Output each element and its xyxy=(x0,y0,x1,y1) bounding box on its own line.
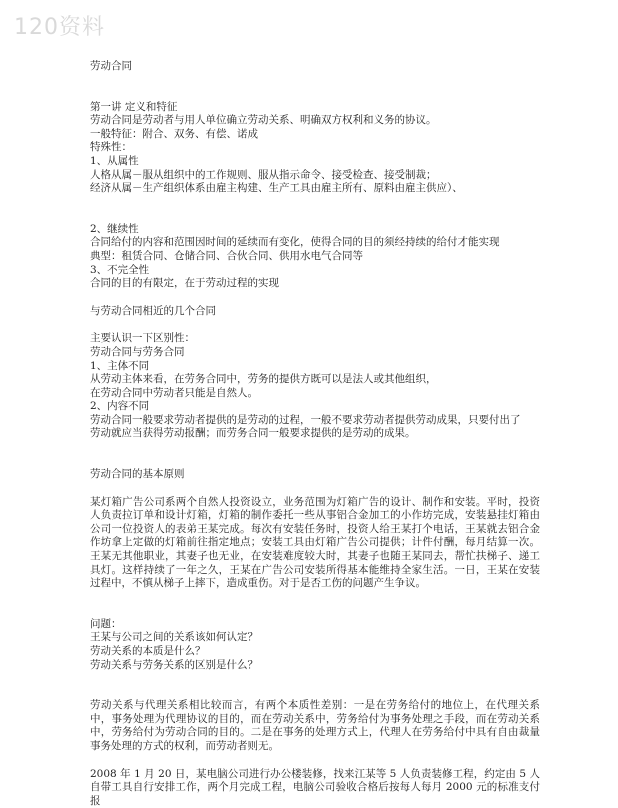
difference-subject-line: 在劳动合同中劳动者只能是自然人。 xyxy=(90,386,258,399)
section-subordination-line: 人格从属－服从组织中的工作规则、服从指示命令、接受检查、接受制裁； xyxy=(90,168,437,181)
general-features: 一般特征：附合、双务、有偿、诺成 xyxy=(90,127,258,140)
difference-content-line: 劳动合同一般要求劳动者提供的是劳动的过程，一般不要求劳动者提供劳动成果，只要付出了 xyxy=(90,413,521,426)
section-subordination-title: 1、从属性 xyxy=(90,154,139,167)
difference-subject-line: 从劳动主体来看，在劳务合同中，劳务的提供方既可以是法人或其他组织， xyxy=(90,373,437,386)
section-subordination-line: 经济从属－生产组织体系由雇主构建、生产工具由雇主所有、原料由雇主供应）、 xyxy=(90,182,463,195)
watermark-logo: 120资料 xyxy=(14,15,105,40)
case2-paragraph: 2008 年 1 月 20 日，某电脑公司进行办公楼装修，找来江某等 5 人负责装修工程，约定由 5 人自带工具自行安排工作，两个月完成工程，电脑公司验收合格后按每人每月 2000 元的标准支付报 xyxy=(90,767,540,807)
difference-content-line: 劳动就应当获得劳动报酬；而劳务合同一般要求提供的是劳动的成果。 xyxy=(90,427,416,440)
section-continuity-title: 2、继续性 xyxy=(90,222,139,235)
definition-text: 劳动合同是劳动者与用人单位确立劳动关系、明确双方权利和义务的协议。 xyxy=(90,114,437,127)
section-continuity-line: 典型：租赁合同、仓储合同、合伙合同、供用水电气合同等 xyxy=(90,249,363,262)
question-item: 劳动关系的本质是什么？ xyxy=(90,645,206,657)
labor-vs-service-title: 劳动合同与劳务合同 xyxy=(90,345,185,358)
special-features: 特殊性： xyxy=(90,141,132,154)
section-incomplete-line: 合同的目的有限定，在于劳动过程的实现 xyxy=(90,277,279,290)
question-item: 劳动关系与劳务关系的区别是什么？ xyxy=(90,658,258,671)
doc-title: 劳动合同 xyxy=(90,60,132,72)
related-contracts-heading: 与劳动合同相近的几个合同 xyxy=(90,304,216,317)
main-differences: 主要认识一下区别性： xyxy=(90,332,195,345)
section-continuity-line: 合同给付的内容和范围因时间的延续而有变化，使得合同的目的须经持续的给付才能实现 xyxy=(90,236,500,249)
lecture-heading: 第一讲 定义和特征 xyxy=(90,100,178,113)
agency-paragraph: 劳动关系与代理关系相比较而言，有两个本质性差别：一是在劳务给付的地位上，在代理关系中，事务处理为代理协议的目的，而在劳动关系中，劳务给付为事务处理之手段，而在劳动关系中，劳务给付为劳动合同的目的。二是在事务的处理方式上，代理人在劳务给付中具有自由裁量事务处理的方式的权利，而劳动者则无。 xyxy=(90,699,540,752)
principles-heading: 劳动合同的基本原则 xyxy=(90,468,185,481)
questions-heading: 问题： xyxy=(90,617,122,630)
section-incomplete-title: 3、不完全性 xyxy=(90,263,150,276)
case-paragraph: 某灯箱广告公司系两个自然人投资设立，业务范围为灯箱广告的设计、制作和安装。平时，投资人负责拉订单和设计灯箱，灯箱的制作委托一些从事铝合金加工的小作坊完成，安装悬挂灯箱由公司一位投资人的表弟王某完成。每次有安装任务时，投资人给王某打个电话，王某就去铝合金作坊拿上定做的灯箱前往指定地点；安装工具由灯箱广告公司提供；计件付酬，每月结算一次。王某无其他职业，其妻子也无业，在安装难度较大时，其妻子也随王某同去，帮忙扶梯子、递工具灯。这样持续了一年之久，王某在广告公司安装所得基本能维持全家生活。一日，王某在安装过程中，不慎从梯子上摔下，造成重伤。对于是否工伤的问题产生争议。 xyxy=(90,495,540,590)
difference-content-title: 2、内容不同 xyxy=(90,400,150,413)
document-body xyxy=(90,60,540,808)
question-item: 王某与公司之间的关系该如何认定？ xyxy=(90,631,258,644)
difference-subject-title: 1、主体不同 xyxy=(90,359,150,372)
